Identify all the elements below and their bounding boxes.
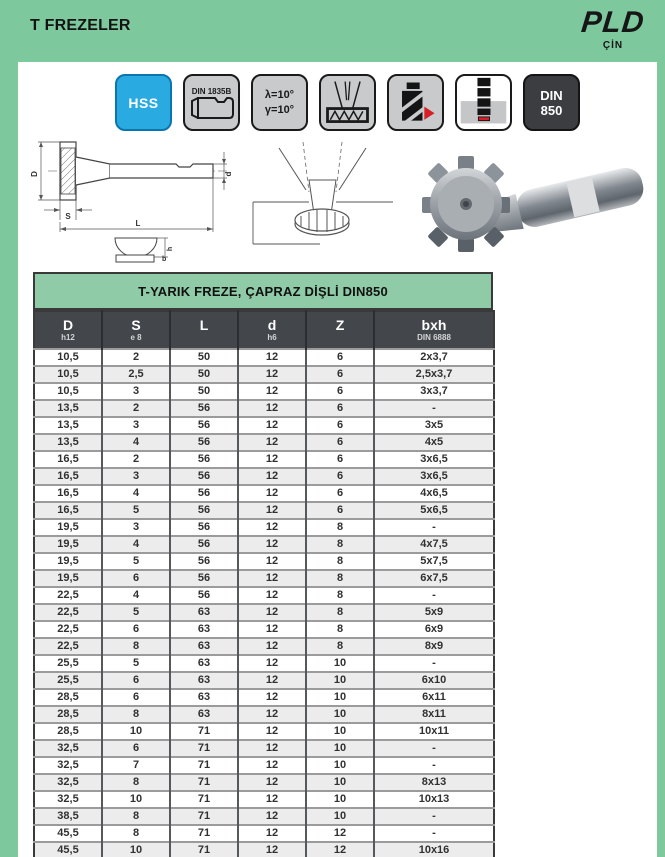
cell: 5x6,5 — [374, 502, 494, 519]
cell: 2 — [102, 400, 170, 417]
cell: 71 — [170, 723, 238, 740]
table-row — [34, 587, 494, 604]
table-row — [34, 757, 494, 774]
table-title: T-YARIK FREZE, ÇAPRAZ DİŞLİ DIN850 — [33, 272, 493, 310]
col-header-L — [170, 311, 238, 349]
dim-b-label: b — [162, 256, 167, 263]
cell: 12 — [238, 604, 306, 621]
rake-angle-badge — [251, 74, 308, 131]
cell: 56 — [170, 587, 238, 604]
dimension-drawing — [30, 140, 235, 269]
cell: 56 — [170, 417, 238, 434]
cell: 56 — [170, 451, 238, 468]
table-row — [34, 842, 494, 857]
cell: 12 — [238, 434, 306, 451]
plunge-cut-icon — [457, 76, 510, 129]
dim-D-label: D — [30, 171, 39, 177]
col-main: Z — [335, 317, 345, 333]
cell: 45,5 — [34, 825, 102, 842]
cell: 12 — [238, 417, 306, 434]
cell: 32,5 — [34, 757, 102, 774]
cell: 71 — [170, 825, 238, 842]
cell: 12 — [238, 536, 306, 553]
cell: 12 — [238, 757, 306, 774]
cell: 50 — [170, 349, 238, 366]
cell: 6 — [306, 451, 374, 468]
dim-d-label: d — [224, 171, 233, 177]
cell: - — [374, 400, 494, 417]
cell: 2x3,7 — [374, 349, 494, 366]
table-row — [34, 825, 494, 842]
cell: 6x11 — [374, 689, 494, 706]
cell: 71 — [170, 808, 238, 825]
cell: 3 — [102, 519, 170, 536]
cell: 4 — [102, 587, 170, 604]
cell: 6 — [102, 672, 170, 689]
cell: 3 — [102, 417, 170, 434]
cell: 56 — [170, 519, 238, 536]
col-sub: h6 — [267, 333, 277, 342]
cell: 12 — [238, 485, 306, 502]
cell: 56 — [170, 553, 238, 570]
application-drawing — [245, 140, 400, 269]
cell: 10,5 — [34, 383, 102, 400]
spec-table-section — [33, 272, 493, 857]
col-main: D — [62, 317, 74, 333]
cell: 8 — [306, 536, 374, 553]
cell: - — [374, 519, 494, 536]
cell: 4x7,5 — [374, 536, 494, 553]
cell: - — [374, 655, 494, 672]
cell: 12 — [238, 706, 306, 723]
cell: 6 — [306, 366, 374, 383]
brand-subtitle: ÇİN — [602, 40, 624, 51]
cell: 12 — [238, 842, 306, 857]
cell: 6x10 — [374, 672, 494, 689]
cell: 28,5 — [34, 689, 102, 706]
cell: 3x3,7 — [374, 383, 494, 400]
cell: 16,5 — [34, 502, 102, 519]
cell: 32,5 — [34, 740, 102, 757]
cell: 12 — [238, 655, 306, 672]
cell: 28,5 — [34, 723, 102, 740]
cell: 50 — [170, 383, 238, 400]
rake-angle-label: γ=10° — [264, 103, 295, 116]
cell: 22,5 — [34, 604, 102, 621]
din850-line2: 850 — [540, 102, 563, 118]
cell: 6 — [306, 417, 374, 434]
cell: 6 — [306, 383, 374, 400]
cell: 8 — [306, 621, 374, 638]
cell: 5 — [102, 553, 170, 570]
cell: 5 — [102, 655, 170, 672]
cell: 56 — [170, 502, 238, 519]
table-row — [34, 485, 494, 502]
cell: 8 — [102, 808, 170, 825]
cell: 19,5 — [34, 570, 102, 587]
cell: 10 — [306, 757, 374, 774]
table-header — [34, 311, 494, 349]
cell: 10 — [306, 740, 374, 757]
cell: 2,5 — [102, 366, 170, 383]
table-row — [34, 638, 494, 655]
din1835b-badge — [183, 74, 240, 131]
cell: 4x6,5 — [374, 485, 494, 502]
table-row — [34, 655, 494, 672]
cell: 12 — [238, 638, 306, 655]
side-milling-badge — [387, 74, 444, 131]
cell: 3 — [102, 383, 170, 400]
din1835b-label: DIN 1835B — [191, 86, 232, 96]
cell: 50 — [170, 366, 238, 383]
cell: 7 — [102, 757, 170, 774]
cell: 56 — [170, 536, 238, 553]
cell: 10 — [306, 706, 374, 723]
table-row — [34, 689, 494, 706]
cell: 6 — [306, 502, 374, 519]
col-sub: h12 — [61, 333, 75, 342]
cell: 71 — [170, 791, 238, 808]
cell: 12 — [238, 723, 306, 740]
cell: 6x9 — [374, 621, 494, 638]
table-row — [34, 383, 494, 400]
slot-profile-badge — [319, 74, 376, 131]
cell: 10 — [306, 774, 374, 791]
col-header-S — [102, 311, 170, 349]
cell: 10x13 — [374, 791, 494, 808]
cell: 12 — [238, 672, 306, 689]
col-sub: DIN 6888 — [417, 333, 451, 342]
cell: 25,5 — [34, 672, 102, 689]
cell: 3 — [102, 468, 170, 485]
plunge-cut-badge — [455, 74, 512, 131]
table-row — [34, 621, 494, 638]
cell: - — [374, 740, 494, 757]
cell: 2,5x3,7 — [374, 366, 494, 383]
cell: 63 — [170, 604, 238, 621]
cell: 12 — [238, 366, 306, 383]
din850-badge — [523, 74, 580, 131]
table-row — [34, 417, 494, 434]
cell: 5 — [102, 604, 170, 621]
property-badges — [115, 74, 580, 131]
slot-profile-icon — [321, 76, 374, 129]
header-band — [0, 0, 665, 62]
cell: 63 — [170, 655, 238, 672]
cell: 71 — [170, 774, 238, 791]
col-main: L — [199, 317, 209, 333]
cell: 5 — [102, 502, 170, 519]
cell: 6 — [306, 434, 374, 451]
cell: 12 — [238, 570, 306, 587]
cell: 6 — [102, 740, 170, 757]
cell: 32,5 — [34, 774, 102, 791]
cell: 63 — [170, 672, 238, 689]
table-row — [34, 536, 494, 553]
side-milling-icon — [389, 76, 442, 129]
cell: 8 — [102, 638, 170, 655]
col-main: S — [131, 317, 141, 333]
cell: 10 — [102, 842, 170, 857]
cell: 12 — [238, 740, 306, 757]
cell: 2 — [102, 349, 170, 366]
hss-badge — [115, 74, 172, 131]
cell: 5x9 — [374, 604, 494, 621]
cell: 19,5 — [34, 519, 102, 536]
cell: 12 — [238, 689, 306, 706]
cell: 71 — [170, 757, 238, 774]
cell: 12 — [238, 774, 306, 791]
helix-angle-label: λ=10° — [264, 88, 295, 101]
brand-name: PLD — [579, 6, 647, 39]
cell: 3x5 — [374, 417, 494, 434]
cell: 4 — [102, 434, 170, 451]
cell: 4 — [102, 536, 170, 553]
cell: 8 — [306, 638, 374, 655]
table-row — [34, 451, 494, 468]
cell: 63 — [170, 706, 238, 723]
hss-label: HSS — [128, 94, 159, 111]
cell: 8 — [306, 519, 374, 536]
table-row — [34, 808, 494, 825]
cell: 28,5 — [34, 706, 102, 723]
cell: 63 — [170, 638, 238, 655]
cell: 6 — [306, 468, 374, 485]
cell: 32,5 — [34, 791, 102, 808]
cell: 4x5 — [374, 434, 494, 451]
cell: 22,5 — [34, 587, 102, 604]
cell: 10,5 — [34, 366, 102, 383]
cell: 12 — [238, 451, 306, 468]
cell: 13,5 — [34, 417, 102, 434]
col-header-d — [238, 311, 306, 349]
cell: 16,5 — [34, 485, 102, 502]
cell: 56 — [170, 434, 238, 451]
table-row — [34, 366, 494, 383]
cell: 71 — [170, 740, 238, 757]
cell: 19,5 — [34, 536, 102, 553]
cell: 10 — [306, 689, 374, 706]
cell: 12 — [238, 519, 306, 536]
table-row — [34, 706, 494, 723]
cell: 56 — [170, 468, 238, 485]
cell: 12 — [238, 553, 306, 570]
cell: 12 — [238, 825, 306, 842]
col-sub — [307, 333, 373, 342]
cell: 10 — [102, 791, 170, 808]
cell: 12 — [238, 621, 306, 638]
cell: 8 — [306, 553, 374, 570]
cell: 71 — [170, 842, 238, 857]
table-row — [34, 553, 494, 570]
cell: 6 — [102, 570, 170, 587]
cell: 13,5 — [34, 434, 102, 451]
cell: 63 — [170, 689, 238, 706]
cell: - — [374, 808, 494, 825]
table-body — [34, 349, 494, 857]
cell: 56 — [170, 400, 238, 417]
cell: 10 — [306, 791, 374, 808]
catalog-page — [18, 62, 657, 857]
din850-line1: DIN — [540, 87, 563, 103]
cell: 19,5 — [34, 553, 102, 570]
cell: 6x7,5 — [374, 570, 494, 587]
cell: 6 — [102, 689, 170, 706]
table-row — [34, 604, 494, 621]
spec-table — [33, 310, 495, 857]
dim-S-label: S — [65, 212, 71, 221]
cell: - — [374, 587, 494, 604]
cell: 2 — [102, 451, 170, 468]
cell: 8 — [306, 587, 374, 604]
cell: 12 — [238, 791, 306, 808]
table-row — [34, 791, 494, 808]
cell: 8x11 — [374, 706, 494, 723]
cell: 10 — [306, 672, 374, 689]
table-row — [34, 723, 494, 740]
cell: 13,5 — [34, 400, 102, 417]
cell: 12 — [306, 842, 374, 857]
cell: 5x7,5 — [374, 553, 494, 570]
cell: 12 — [238, 808, 306, 825]
col-main: d — [267, 317, 277, 333]
col-sub: e 8 — [130, 333, 142, 342]
cell: 8 — [102, 706, 170, 723]
cell: 6 — [306, 349, 374, 366]
cell: 12 — [238, 400, 306, 417]
cell: 12 — [238, 349, 306, 366]
table-row — [34, 502, 494, 519]
dim-L-label: L — [135, 219, 141, 228]
cell: 25,5 — [34, 655, 102, 672]
cell: 10 — [102, 723, 170, 740]
table-row — [34, 349, 494, 366]
cell: 45,5 — [34, 842, 102, 857]
cell: 22,5 — [34, 638, 102, 655]
cell: 56 — [170, 485, 238, 502]
col-header-Z — [306, 311, 374, 349]
col-header-D — [34, 311, 102, 349]
cell: 6 — [306, 485, 374, 502]
product-photo — [418, 142, 653, 265]
cell: 10x16 — [374, 842, 494, 857]
cell: 8 — [306, 570, 374, 587]
cell: 16,5 — [34, 468, 102, 485]
cell: 10,5 — [34, 349, 102, 366]
cell: 8 — [102, 774, 170, 791]
cell: 10x11 — [374, 723, 494, 740]
cell: 8 — [102, 825, 170, 842]
col-header-bxh — [374, 311, 494, 349]
cell: - — [374, 825, 494, 842]
cell: 6 — [306, 400, 374, 417]
page-title: T FREZELER — [30, 17, 131, 34]
table-row — [34, 774, 494, 791]
table-row — [34, 400, 494, 417]
table-row — [34, 740, 494, 757]
cell: 12 — [306, 825, 374, 842]
cell: 12 — [238, 502, 306, 519]
cell: 10 — [306, 723, 374, 740]
dim-h-label: h — [167, 246, 174, 252]
col-main: bxh — [421, 317, 447, 333]
cell: 10 — [306, 808, 374, 825]
cell: 8x9 — [374, 638, 494, 655]
cell: 12 — [238, 383, 306, 400]
cell: 10 — [306, 655, 374, 672]
cell: 8 — [306, 604, 374, 621]
table-row — [34, 672, 494, 689]
table-row — [34, 434, 494, 451]
table-row — [34, 570, 494, 587]
cell: 12 — [238, 587, 306, 604]
cell: 6 — [102, 621, 170, 638]
weldon-shank-icon — [189, 97, 235, 119]
cell: 16,5 — [34, 451, 102, 468]
table-row — [34, 468, 494, 485]
cell: 3x6,5 — [374, 468, 494, 485]
cell: 22,5 — [34, 621, 102, 638]
cell: 12 — [238, 468, 306, 485]
cell: 4 — [102, 485, 170, 502]
cell: 8x13 — [374, 774, 494, 791]
cell: 56 — [170, 570, 238, 587]
cell: 38,5 — [34, 808, 102, 825]
cell: 3x6,5 — [374, 451, 494, 468]
cell: 63 — [170, 621, 238, 638]
table-row — [34, 519, 494, 536]
brand-logo — [573, 8, 653, 51]
col-sub — [171, 333, 237, 342]
cell: - — [374, 757, 494, 774]
